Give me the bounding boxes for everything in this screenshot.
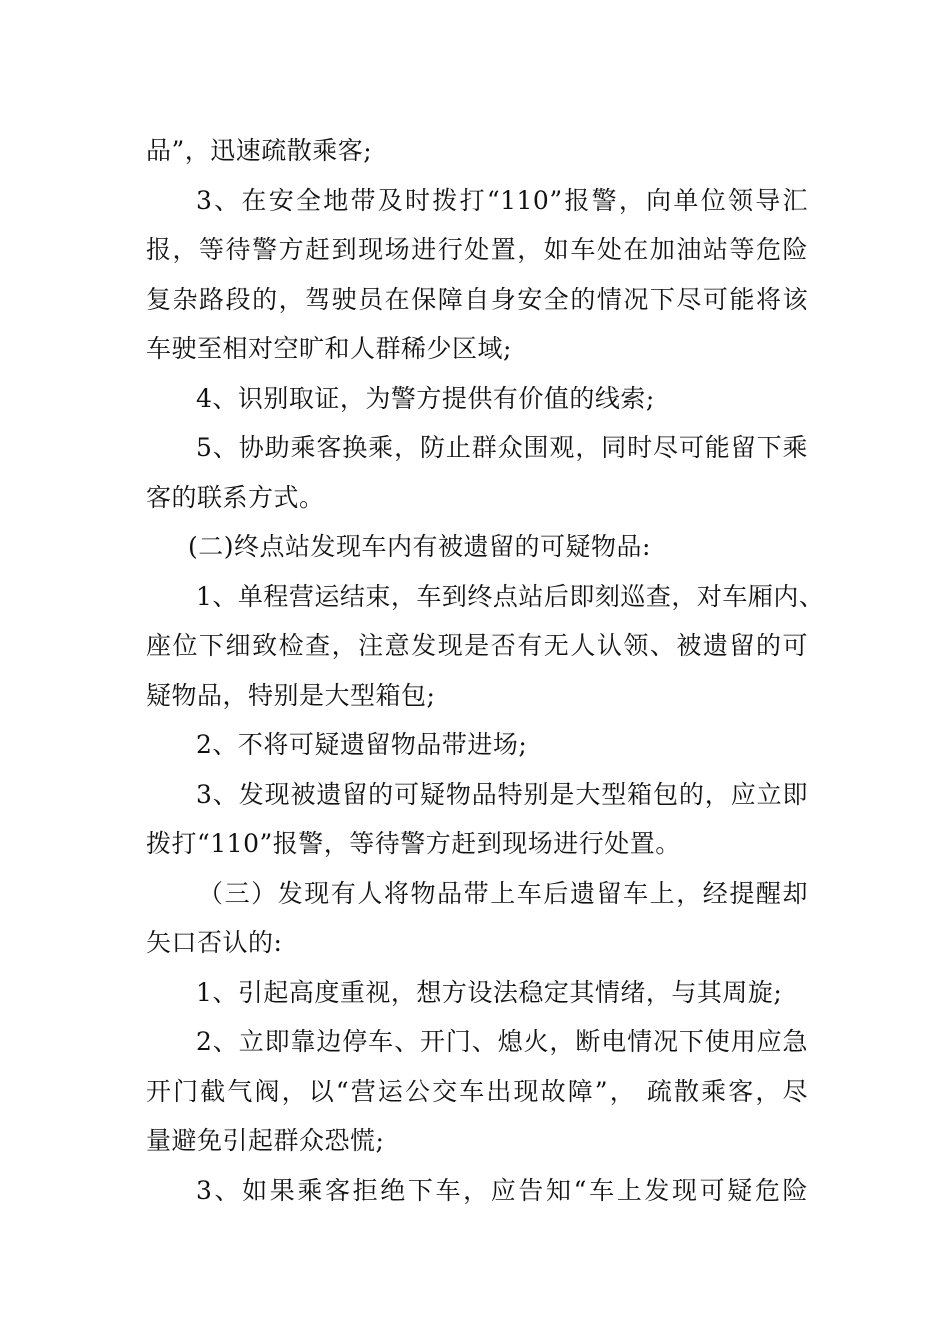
- paragraph-line: 座位下细致检查，注意发现是否有无人认领、被遗留的可: [146, 631, 808, 660]
- paragraph-line: 2、立即靠边停车、开门、熄火，断电情况下使用应急: [196, 1027, 808, 1056]
- paragraph-line: 开门截气阀，以“营运公交车出现故障”， 疏散乘客，尽: [146, 1076, 808, 1106]
- paragraph-line: 3、在安全地带及时拨打“110”报警，向单位领导汇: [196, 185, 808, 215]
- paragraph-line: 报，等待警方赶到现场进行处置，如车处在加油站等危险: [146, 235, 808, 264]
- paragraph-line: 3、发现被遗留的可疑物品特别是大型箱包的，应立即: [196, 779, 808, 809]
- body-text: [146, 130, 825, 1219]
- paragraph-line: 复杂路段的，驾驶员在保障自身安全的情况下尽可能将该: [146, 284, 808, 314]
- paragraph-line: 品”，迅速疏散乘客;: [146, 136, 373, 165]
- paragraph-line: 车驶至相对空旷和人群稀少区域;: [146, 334, 512, 363]
- paragraph-line: 疑物品，特别是大型箱包;: [146, 680, 436, 710]
- paragraph-line: 1、单程营运结束，车到终点站后即刻巡查，对车厢内、: [196, 581, 825, 611]
- paragraph-line: 2、不将可疑遗留物品带进场;: [196, 730, 528, 759]
- paragraph-line: 3、如果乘客拒绝下车，应告知“车上发现可疑危险: [196, 1175, 808, 1205]
- paragraph-line: 客的联系方式。: [146, 482, 325, 512]
- paragraph-line: 5、协助乘客换乘，防止群众围观，同时尽可能留下乘: [196, 433, 808, 462]
- section-heading: (二)终点站发现车内有被遗留的可疑物品:: [188, 532, 651, 561]
- paragraph-line: 矢口否认的:: [146, 928, 283, 957]
- section-heading: （三）发现有人将物品带上车后遗留车上，经提醒却: [198, 878, 808, 908]
- paragraph-line: 量避免引起群众恐慌;: [146, 1126, 385, 1155]
- paragraph-line: 拨打“110”报警，等待警方赶到现场进行处置。: [146, 829, 681, 858]
- paragraph-line: 4、识别取证，为警方提供有价值的线索;: [196, 383, 655, 413]
- paragraph-line: 1、引起高度重视，想方设法稳定其情绪，与其周旋;: [196, 977, 783, 1007]
